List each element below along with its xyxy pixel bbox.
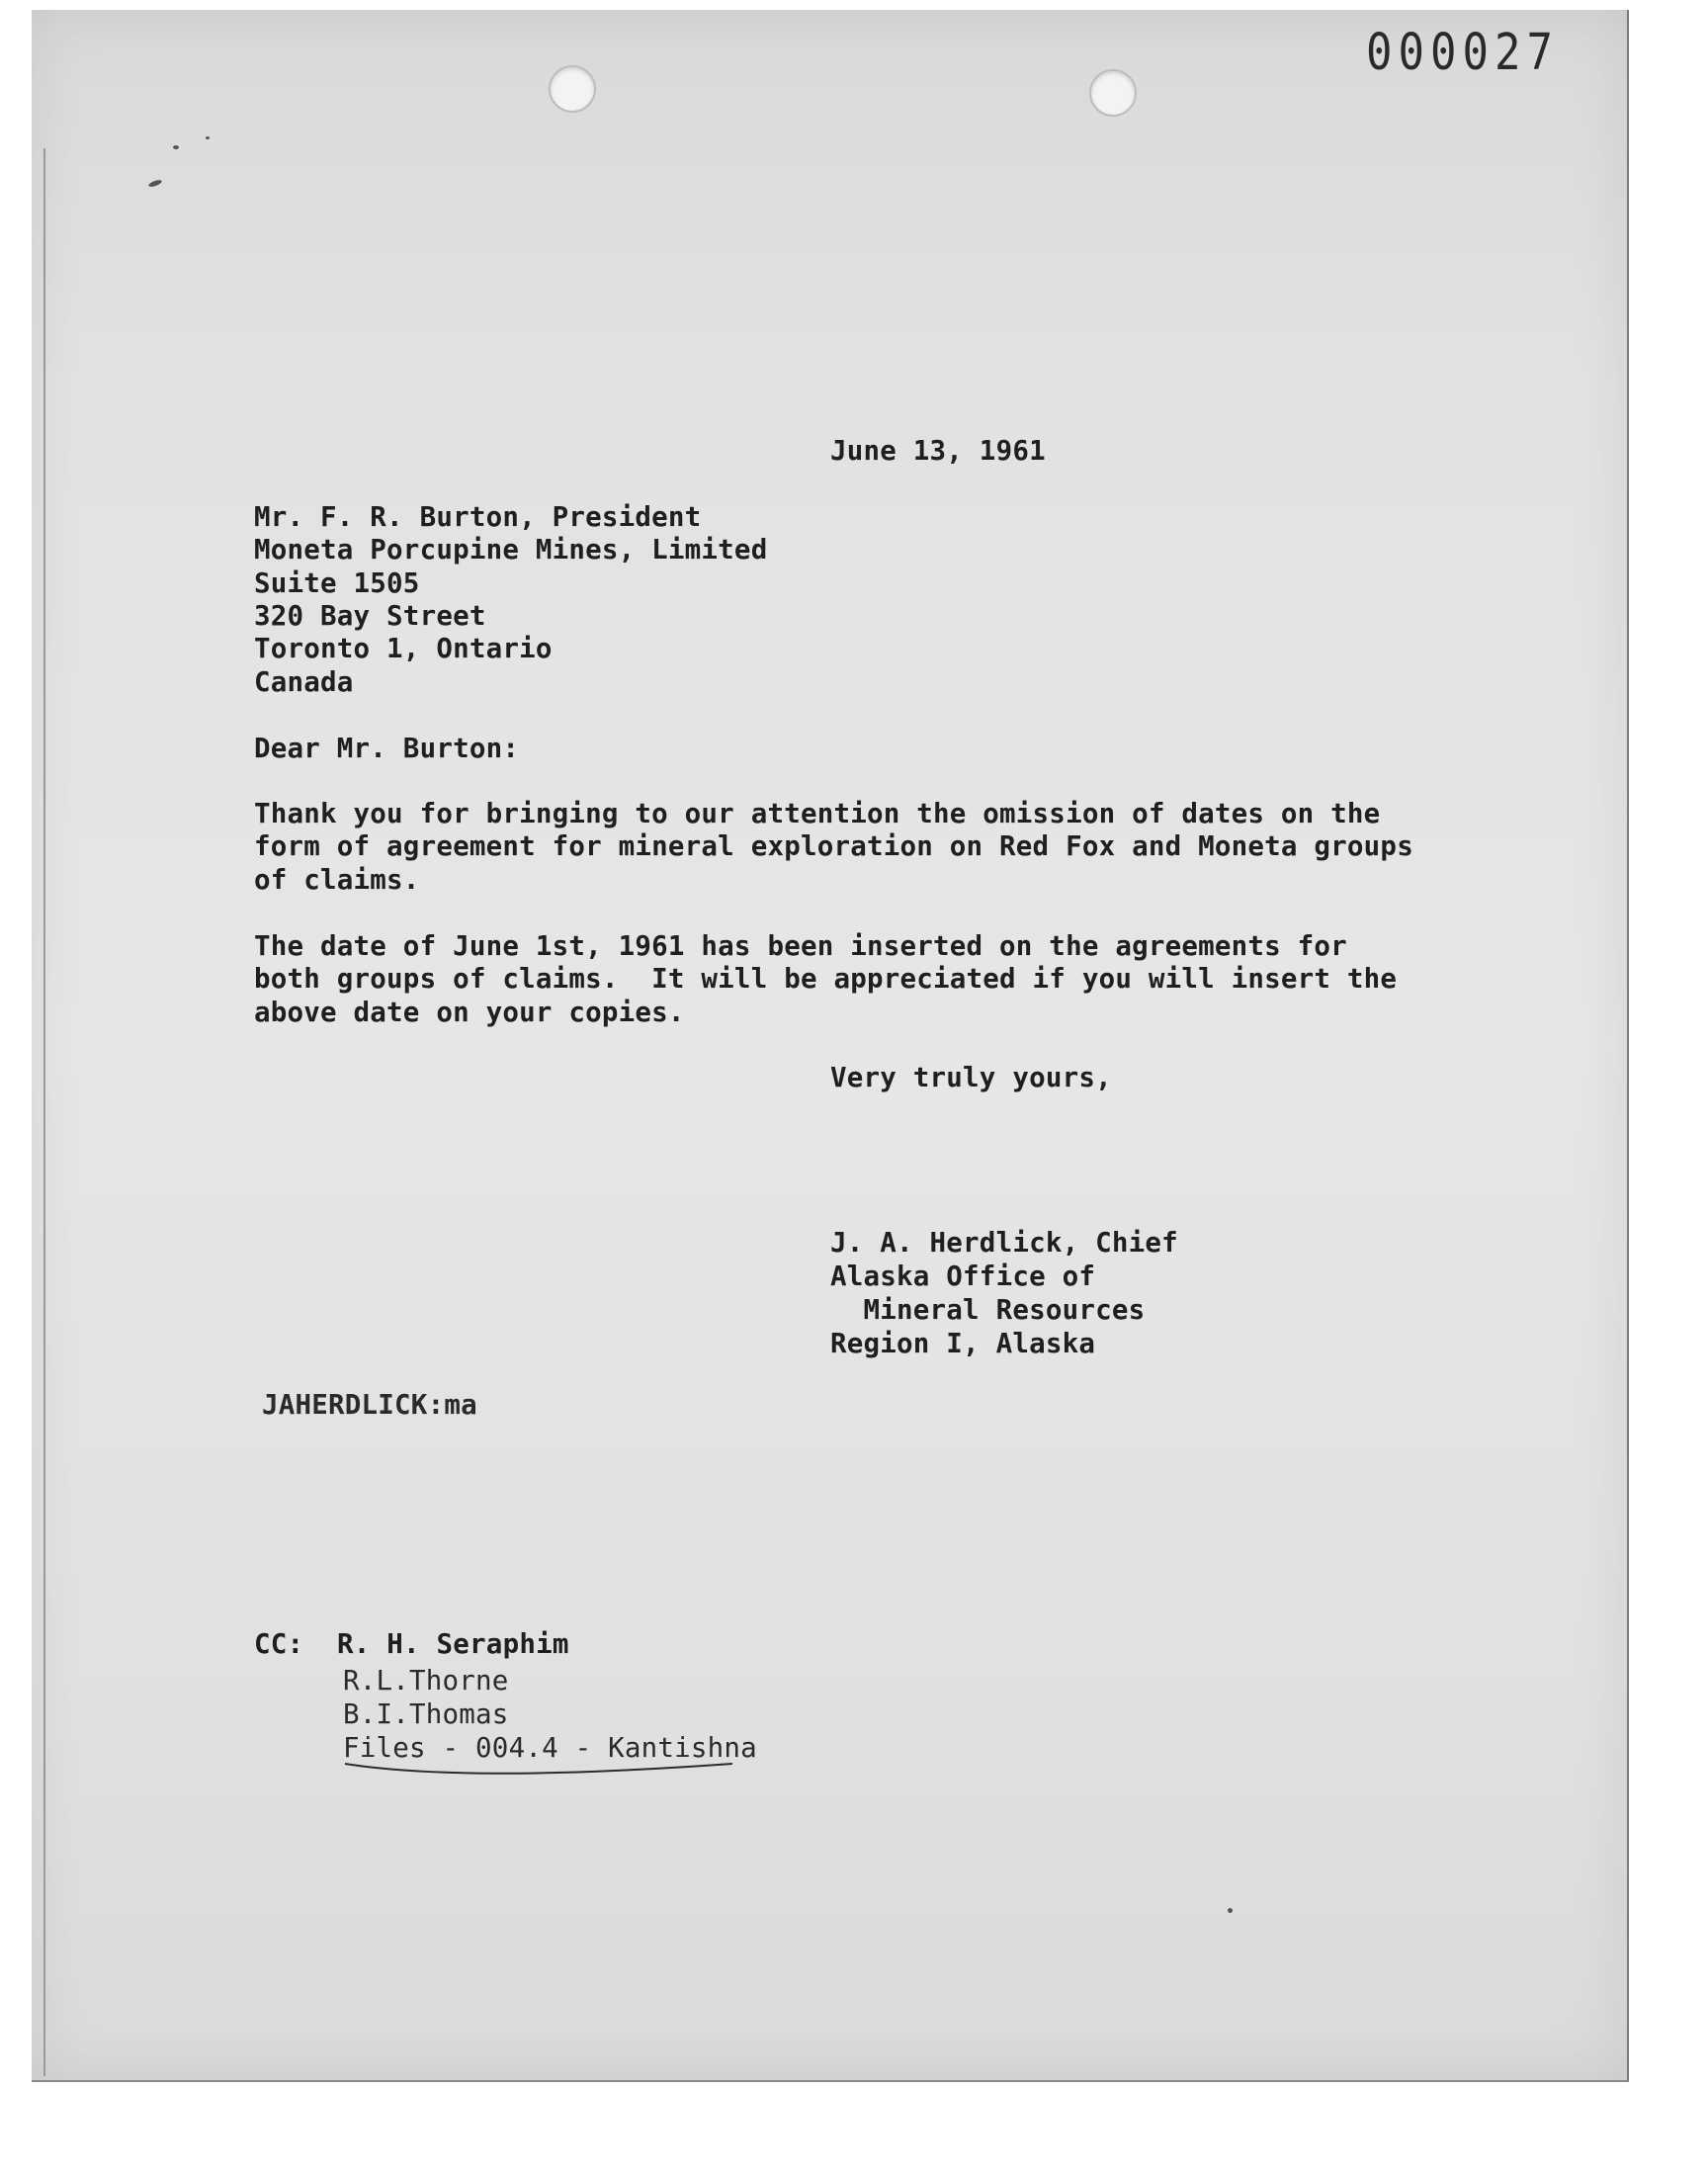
handwritten-underline [341,1758,736,1782]
paragraph-line: of claims. [254,864,420,896]
letter-date: June 13, 1961 [830,435,1046,467]
address-line: Canada [254,666,354,698]
address-line: Suite 1505 [254,567,420,599]
address-line: Moneta Porcupine Mines, Limited [254,534,768,566]
paragraph-line: both groups of claims. It will be appreciated if you will insert the [254,963,1398,995]
signature-line: Alaska Office of [830,1261,1096,1292]
page-edge [43,148,45,2076]
punch-hole-left [549,65,596,113]
address-line: Toronto 1, Ontario [254,633,553,664]
paragraph-line: Thank you for bringing to our attention the omission of dates on the [254,798,1381,829]
signature-line: Mineral Resources [830,1294,1146,1326]
closing: Very truly yours, [830,1062,1112,1093]
punch-hole-right [1089,69,1137,117]
typist-initials: JAHERDLICK:ma [262,1389,477,1421]
address-line: Mr. F. R. Burton, President [254,501,702,533]
scan-speck [206,136,210,139]
cc-recipient: Files - 004.4 - Kantishna [343,1732,757,1764]
document-number-stamp: 000027 [1366,24,1559,82]
salutation: Dear Mr. Burton: [254,733,520,764]
cc-recipient: B.I.Thomas [343,1698,509,1730]
paragraph-line: The date of June 1st, 1961 has been inserted on the agreements for [254,930,1347,962]
paragraph-line: above date on your copies. [254,997,685,1028]
address-line: 320 Bay Street [254,600,486,632]
scan-speck [1228,1908,1233,1913]
signature-line: J. A. Herdlick, Chief [830,1227,1178,1259]
paragraph-line: form of agreement for mineral exploration on Red Fox and Moneta groups [254,830,1413,862]
cc-recipient: R. H. Seraphim [337,1628,569,1660]
signature-line: Region I, Alaska [830,1328,1096,1359]
scan-speck [173,145,179,149]
cc-label: CC: [254,1628,304,1660]
scanned-page [32,10,1629,2082]
cc-recipient: R.L.Thorne [343,1665,509,1696]
